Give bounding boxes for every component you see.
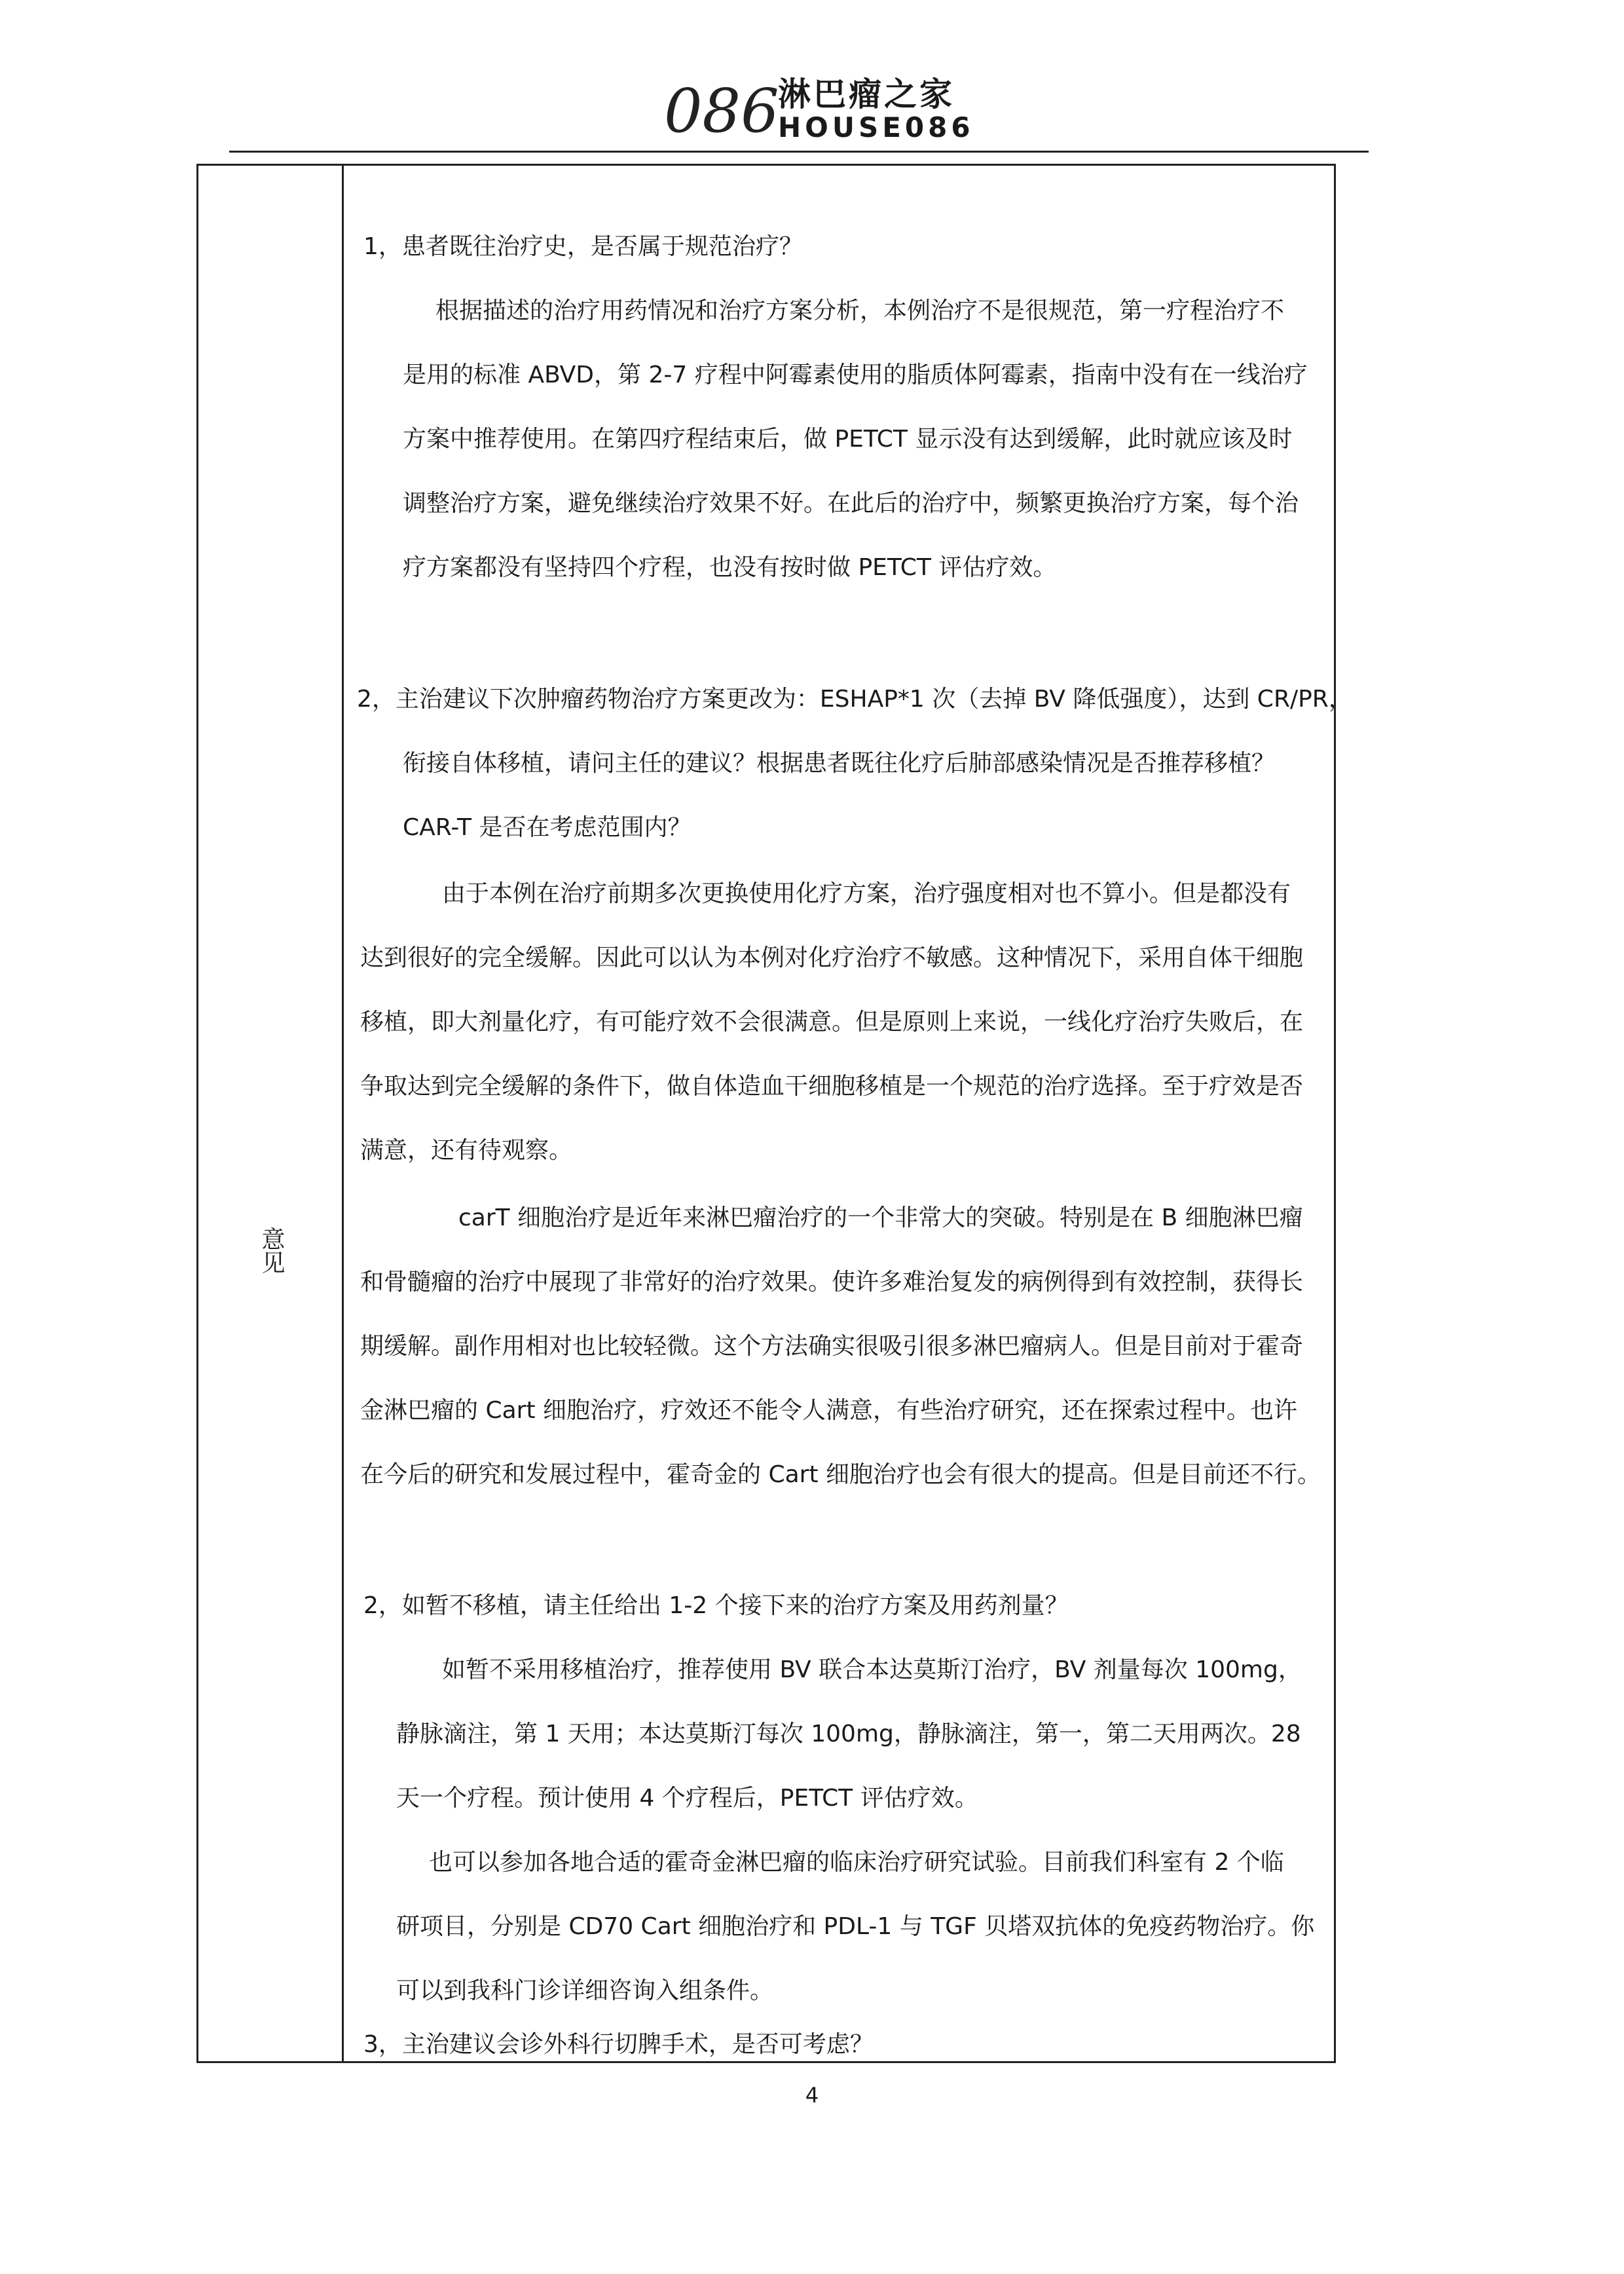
answer-line: 也可以参加各地合适的霍奇金淋巴瘤的临床治疗研究试验。目前我们科室有 2 个临	[429, 1849, 1284, 1876]
answer-line: 达到很好的完全缓解。因此可以认为本例对化疗治疗不敏感。这种情况下，采用自体干细胞	[360, 944, 1304, 971]
answer-line: 天一个疗程。预计使用 4 个疗程后，PETCT 评估疗效。	[396, 1785, 978, 1812]
answer-line: 争取达到完全缓解的条件下，做自体造血干细胞移植是一个规范的治疗选择。至于疗效是否	[360, 1073, 1304, 1100]
answer-line: 满意，还有待观察。	[360, 1137, 573, 1164]
answer-line: 期缓解。副作用相对也比较轻微。这个方法确实很吸引很多淋巴瘤病人。但是目前对于霍奇	[360, 1333, 1304, 1360]
question-2: 2，主治建议下次肿瘤药物治疗方案更改为：ESHAP*1 次（去掉 BV 降低强度），达到 CR/PR，	[357, 686, 1352, 713]
label-column	[198, 166, 344, 2061]
logo-chinese-name: 淋巴瘤之家	[778, 75, 955, 113]
header-divider	[229, 151, 1369, 153]
answer-line: 在今后的研究和发展过程中，霍奇金的 Cart 细胞治疗也会有很大的提高。但是目前还不行。	[360, 1461, 1321, 1488]
answer-line: 调整治疗方案，避免继续治疗效果不好。在此后的治疗中，频繁更换治疗方案，每个治	[403, 490, 1299, 517]
answer-line: 和骨髓瘤的治疗中展现了非常好的治疗效果。使许多难治复发的病例得到有效控制，获得长	[360, 1269, 1304, 1295]
question-3: 2，如暂不移植，请主任给出 1-2 个接下来的治疗方案及用药剂量？	[363, 1592, 1069, 1619]
question-line: CAR-T 是否在考虑范围内？	[403, 814, 692, 841]
answer-line: 疗方案都没有坚持四个疗程，也没有按时做 PETCT 评估疗效。	[403, 554, 1057, 581]
question-4: 3，主治建议会诊外科行切脾手术，是否可考虑？	[363, 2031, 874, 2058]
house086-logo	[661, 71, 974, 149]
answer-line: 如暂不采用移植治疗，推荐使用 BV 联合本达莫斯汀治疗，BV 剂量每次 100mg，	[442, 1656, 1302, 1683]
answer-line: 可以到我科门诊详细咨询入组条件。	[396, 1977, 774, 2004]
page-number: 4	[805, 2083, 819, 2108]
answer-line: 移植，即大剂量化疗，有可能疗效不会很满意。但是原则上来说，一线化疗治疗失败后，在	[360, 1009, 1304, 1035]
answer-line: 金淋巴瘤的 Cart 细胞治疗，疗效还不能令人满意，有些治疗研究，还在探索过程中。也许	[360, 1397, 1298, 1424]
answer-line: 研项目，分别是 CD70 Cart 细胞治疗和 PDL-1 与 TGF 贝塔双抗体的免疫药物治疗。你	[396, 1913, 1315, 1940]
answer-line: carT 细胞治疗是近年来淋巴瘤治疗的一个非常大的突破。特别是在 B 细胞淋巴瘤	[458, 1204, 1303, 1231]
answer-line: 方案中推荐使用。在第四疗程结束后，做 PETCT 显示没有达到缓解，此时就应该及时	[403, 426, 1293, 453]
answer-line: 静脉滴注，第 1 天用；本达莫斯汀每次 100mg，静脉滴注，第一，第二天用两次。28	[396, 1721, 1301, 1747]
page-header	[0, 71, 1624, 156]
question-line: 衔接自体移植，请问主任的建议？根据患者既往化疗后肺部感染情况是否推荐移植？	[403, 750, 1276, 777]
opinion-form-table	[196, 164, 1352, 2063]
opinion-label: 意见	[258, 1227, 285, 1274]
svg-text:086: 086	[664, 76, 779, 146]
logo-text	[778, 77, 974, 143]
logo-english-name: HOUSE086	[778, 111, 974, 143]
logo-086-mark-icon	[661, 74, 779, 146]
answer-line: 根据描述的治疗用药情况和治疗方案分析，本例治疗不是很规范，第一疗程治疗不	[435, 297, 1285, 324]
answer-line: 是用的标准 ABVD，第 2-7 疗程中阿霉素使用的脂质体阿霉素，指南中没有在一线治疗	[403, 362, 1308, 388]
answer-line: 由于本例在治疗前期多次更换使用化疗方案，治疗强度相对也不算小。但是都没有	[442, 880, 1291, 907]
opinion-content	[344, 166, 1352, 2061]
question-1: 1，患者既往治疗史，是否属于规范治疗？	[363, 233, 803, 260]
